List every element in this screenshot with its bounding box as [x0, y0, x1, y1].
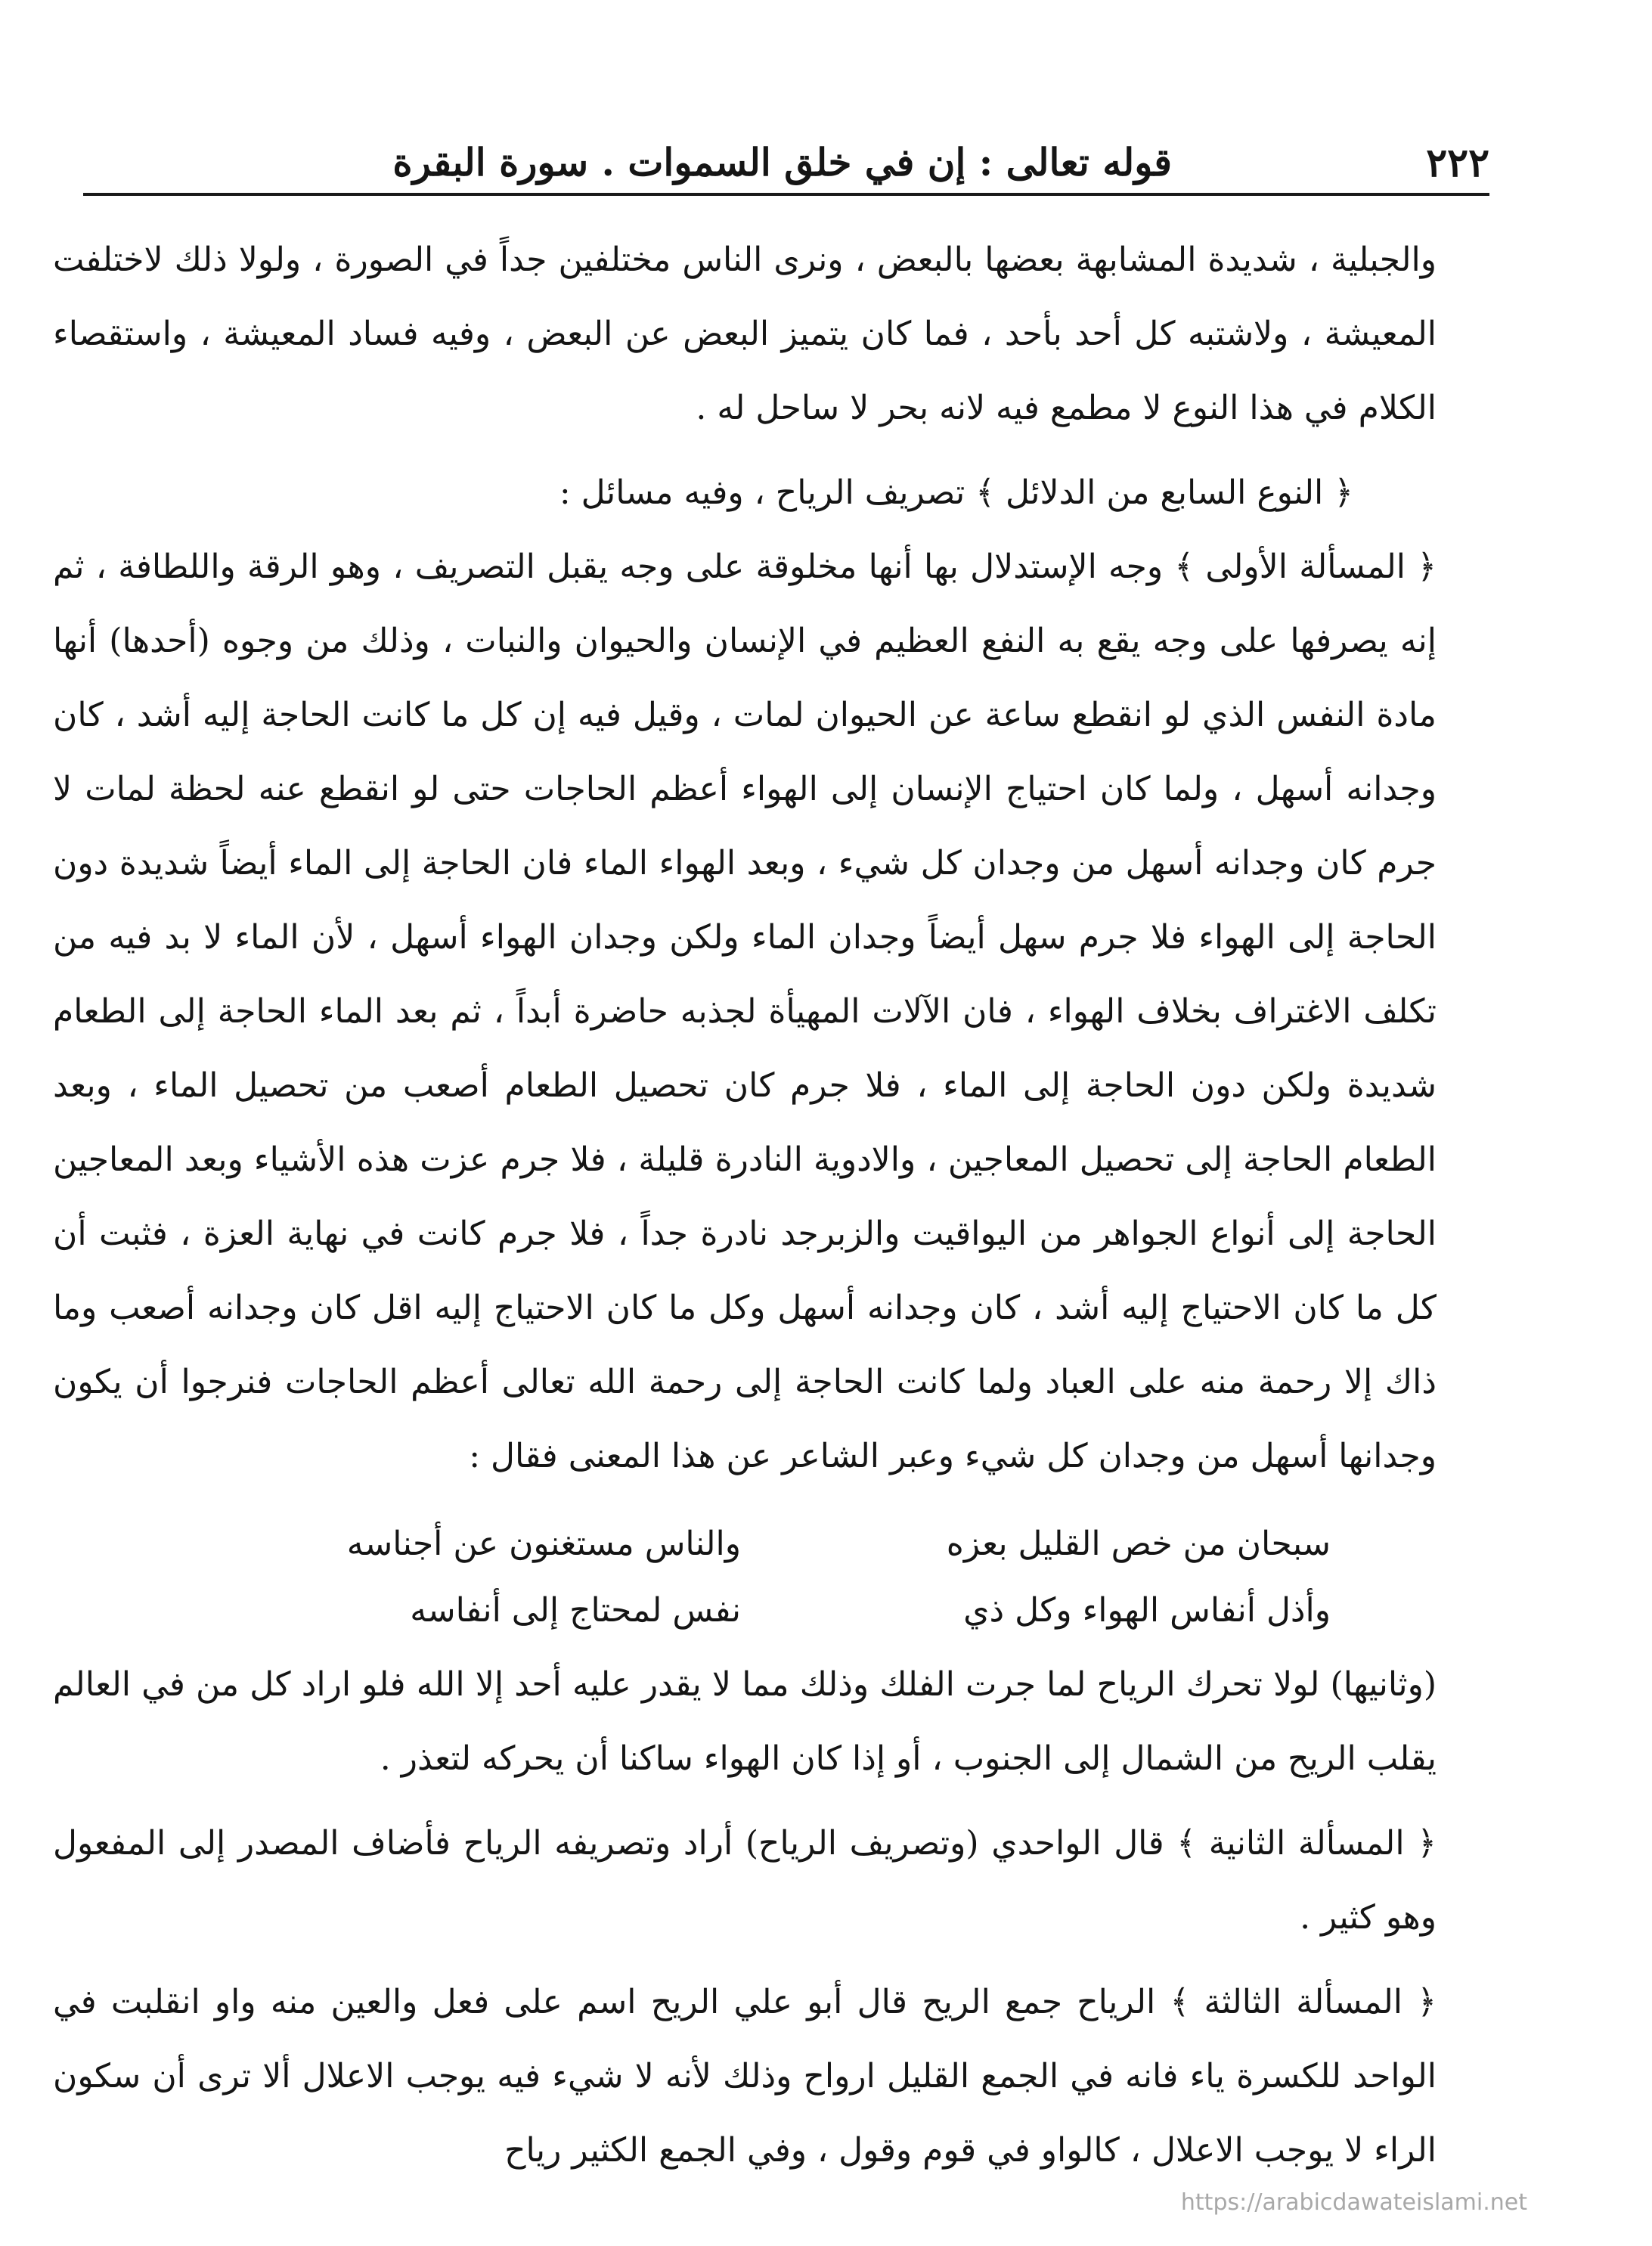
page-number: ٢٢٢ — [1426, 140, 1489, 186]
paragraph-intro: والجبلية ، شديدة المشابهة بعضها بالبعض ، ونرى الناس مختلفين جداً في الصورة ، ولولا ذلك لاختلفت المعيشة ، ولاشتبه كل أحد بأحد ، فما كان يتميز البعض عن البعض ، وفيه فساد المعيشة ، واستقصاء الكلام في هذا النوع لا مطمع فيه لانه بحر لا ساحل له . — [53, 240, 1437, 427]
poem-hemistich: وأذل أنفاس الهواء وكل ذي — [963, 1591, 1331, 1630]
body-text — [53, 223, 1437, 2188]
page-header — [83, 140, 1489, 185]
running-title: قوله تعالى : إن في خلق السموات . سورة البقرة — [392, 140, 1172, 185]
paragraph-second-reason: (وثانيها) لولا تحرك الرياح لما جرت الفلك وذلك مما لا يقدر عليه أحد إلا الله فلو اراد كل من في العالم يقلب الريح من الشمال إلى الجنوب ، أو إذا كان الهواء ساكنا أن يحركه لتعذر . — [53, 1665, 1437, 1778]
poem-hemistich: والناس مستغنون عن أجناسه — [346, 1525, 741, 1563]
poem-line — [53, 1507, 1331, 1574]
paragraph-third-issue: ﴿ المسألة الثالثة ﴾ الرياح جمع الريح قال أبو علي الريح اسم على فعل والعين منه واو انقلبت في الواحد للكسرة ياء فانه في الجمع القليل ارواح وذلك لأنه لا شيء فيه يوجب الاعلال ألا ترى أن سكون الراء لا يوجب الاعلال ، كالواو في قوم وقول ، وفي الجمع الكثير رياح — [53, 1983, 1437, 2170]
poem — [53, 1507, 1437, 1640]
poem-hemistich: نفس لمحتاج إلى أنفاسه — [410, 1591, 741, 1630]
section-heading-seventh-type: ﴿ النوع السابع من الدلائل ﴾ تصريف الرياح ، وفيه مسائل : — [559, 473, 1353, 512]
poem-hemistich: سبحان من خص القليل بعزه — [946, 1525, 1331, 1563]
paragraph-second-issue: ﴿ المسألة الثانية ﴾ قال الواحدي (وتصريف الرياح) أراد وتصريفه الرياح فأضاف المصدر إلى المفعول وهو كثير . — [53, 1824, 1437, 1937]
paragraph-first-issue: ﴿ المسألة الأولى ﴾ وجه الإستدلال بها أنها مخلوقة على وجه يقبل التصريف ، وهو الرقة واللطافة ، ثم إنه يصرفها على وجه يقع به النفع العظيم في الإنسان والحيوان والنبات ، وذلك من وجوه (أحدها) أنها مادة النفس الذي لو انقطع ساعة عن الحيوان لمات ، وقيل فيه إن كل ما كانت الحاجة إليه أشد ، كان وجدانه أسهل ، ولما كان احتياج الإنسان إلى الهواء أعظم الحاجات حتى لو انقطع عنه لحظة لمات لا جرم كان وجدانه أسهل من وجدان كل شيء ، وبعد الهواء الماء فان الحاجة إلى الماء أيضاً شديدة دون الحاجة إلى الهواء فلا جرم سهل أيضاً وجدان الماء ولكن وجدان الهواء أسهل ، لأن الماء لا بد فيه من تكلف الاغتراف بخلاف الهواء ، فان الآلات المهيأة لجذبه حاضرة أبداً ، ثم بعد الماء الحاجة إلى الطعام شديدة ولكن دون الحاجة إلى الماء ، فلا جرم كان تحصيل الطعام أصعب من تحصيل الماء ، وبعد الطعام الحاجة إلى تحصيل المعاجين ، والادوية النادرة قليلة ، فلا جرم عزت هذه الأشياء وبعد المعاجين الحاجة إلى أنواع الجواهر من اليواقيت والزبرجد نادرة جداً ، فلا جرم كانت في نهاية العزة ، فثبت أن كل ما كان الاحتياج إليه أشد ، كان وجدانه أسهل وكل ما كان الاحتياج إليه اقل كان وجدانه أصعب وما ذاك إلا رحمة منه على العباد ولما كانت الحاجة إلى رحمة الله تعالى أعظم الحاجات فنرجوا أن يكون وجدانها أسهل من وجدان كل شيء وعبر الشاعر عن هذا المعنى فقال : — [53, 548, 1437, 1475]
header-rule — [83, 193, 1489, 196]
source-watermark: https://arabicdawateislami.net — [1180, 2189, 1527, 2216]
poem-line — [53, 1574, 1331, 1640]
